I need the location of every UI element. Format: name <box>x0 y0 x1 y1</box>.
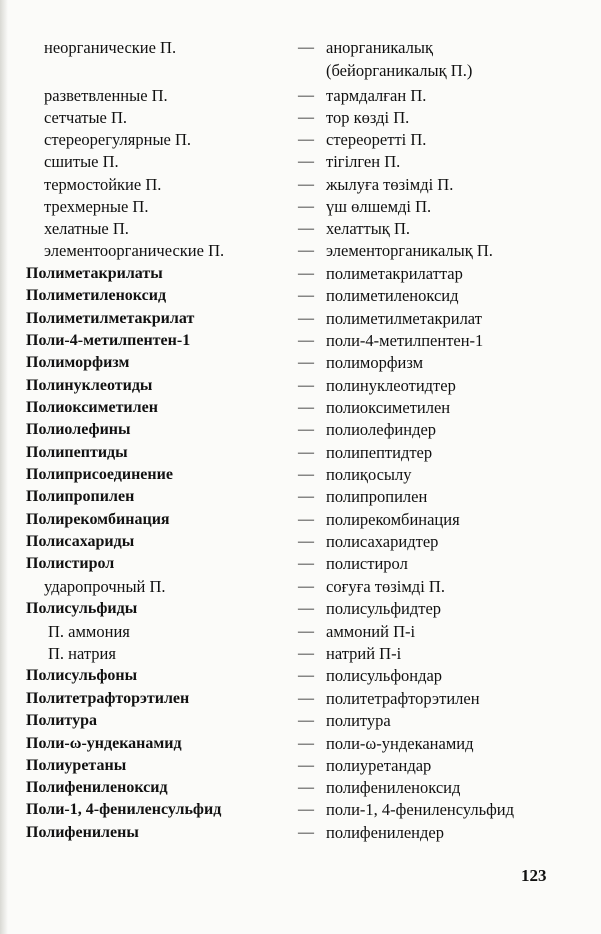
entry <box>0 352 601 374</box>
entry-translation: полипропилен <box>326 487 428 506</box>
entry-translation: (бейорганикалық П.) <box>326 61 473 80</box>
entry-translation: хелаттық П. <box>326 219 410 238</box>
entry-term: ударопрочный П. <box>44 577 166 596</box>
entry-term: Политура <box>26 712 97 729</box>
entry-translation: полиметилметакрилат <box>326 309 482 328</box>
entry-term: Полиолефины <box>26 421 131 438</box>
entry-translation: тор көзді П. <box>326 108 410 127</box>
entry <box>0 240 601 262</box>
entry-dash: — <box>298 377 314 394</box>
entry-translation: полисульфидтер <box>326 599 442 618</box>
entry <box>0 107 601 129</box>
entry-term: Полипептиды <box>26 444 128 461</box>
entry-dash: — <box>298 242 314 259</box>
entry-translation: полифениленоксид <box>326 778 461 797</box>
entry <box>0 576 601 598</box>
entry <box>0 464 601 486</box>
entry-dash: — <box>298 623 314 640</box>
entry-translation: политетрафторэтилен <box>326 689 480 708</box>
entry-term: Политетрафторэтилен <box>26 690 190 707</box>
entry-translation: политура <box>326 711 391 730</box>
entry-term: сетчатые П. <box>44 108 128 127</box>
entry <box>0 755 601 777</box>
entry-dash: — <box>298 265 314 282</box>
entry-translation: тігілген П. <box>326 152 401 171</box>
entry-term: неорганические П. <box>44 38 177 57</box>
entry <box>0 308 601 330</box>
entry <box>0 85 601 107</box>
entry-translation: тармдалған П. <box>326 86 427 105</box>
entry-dash: — <box>298 354 314 371</box>
entry-translation: полиметиленоксид <box>326 286 459 305</box>
entry <box>0 419 601 441</box>
entry-term: Полистирол <box>26 555 115 572</box>
entry <box>0 285 601 307</box>
entry-translation: стереоретті П. <box>326 130 427 149</box>
entry-dash: — <box>298 198 314 215</box>
entry <box>0 330 601 352</box>
entry-dash: — <box>298 176 314 193</box>
entry <box>0 777 601 799</box>
entry-dash: — <box>298 801 314 818</box>
entry-term: стереорегулярные П. <box>44 130 192 149</box>
entry-term: элементоорганические П. <box>44 241 225 260</box>
entry-term: Полисульфиды <box>26 600 138 617</box>
entry-term: Полифениленоксид <box>26 779 168 796</box>
entry-translation: натрий П-і <box>326 644 402 663</box>
entry-term: Поли-4-метилпентен-1 <box>26 332 191 349</box>
entry-term: Полиметакрилаты <box>26 265 163 282</box>
entry-dash: — <box>298 131 314 148</box>
entry-term: Поли-1, 4-фениленсульфид <box>26 801 222 818</box>
entry-dash: — <box>298 667 314 684</box>
entry-dash: — <box>298 310 314 327</box>
entry-term: термостойкие П. <box>44 175 162 194</box>
entry-translation: полиметакрилаттар <box>326 264 463 283</box>
entry-dash: — <box>298 578 314 595</box>
entry-term: Поли-ω-ундеканамид <box>26 735 182 752</box>
entry-term: Полифенилены <box>26 824 139 841</box>
entry-translation: полиуретандар <box>326 756 432 775</box>
entry-term: разветвленные П. <box>44 86 168 105</box>
entry <box>0 531 601 553</box>
entry-term: хелатные П. <box>44 219 129 238</box>
entry-dash: — <box>298 153 314 170</box>
entry <box>0 688 601 710</box>
entry <box>0 553 601 575</box>
entry-term: П. аммония <box>48 622 130 641</box>
entry-translation: полинуклеотидтер <box>326 376 456 395</box>
entry-term: Полинуклеотиды <box>26 377 153 394</box>
entry-term: Полипропилен <box>26 488 135 505</box>
entry-term: Полиметиленоксид <box>26 287 167 304</box>
entry <box>0 218 601 240</box>
entry-translation: элементорганикалық П. <box>326 241 493 260</box>
entry <box>0 397 601 419</box>
entry <box>0 822 601 844</box>
entry <box>0 665 601 687</box>
entry-term: Полиметилметакрилат <box>26 310 195 327</box>
entry-dash: — <box>298 87 314 104</box>
entry-dash: — <box>298 757 314 774</box>
entry-term: Полиприсоединение <box>26 466 173 483</box>
entry-dash: — <box>298 332 314 349</box>
entry-translation: полиқосылу <box>326 465 412 484</box>
entry-term: Полиуретаны <box>26 757 127 774</box>
entry-translation: полиморфизм <box>326 353 424 372</box>
entry-translation: полисахаридтер <box>326 532 439 551</box>
entry-dash: — <box>298 555 314 572</box>
entry-translation: полистирол <box>326 554 408 573</box>
entry-dash: — <box>298 488 314 505</box>
entry-translation: полирекомбинация <box>326 510 460 529</box>
entry-term: трехмерные П. <box>44 197 149 216</box>
entry <box>0 375 601 397</box>
entry-dash: — <box>298 399 314 416</box>
entry-dash: — <box>298 220 314 237</box>
entry-translation: аммоний П-і <box>326 622 416 641</box>
entry-term: Полисахариды <box>26 533 135 550</box>
entry-dash: — <box>298 444 314 461</box>
entry-translation: соғуға төзімді П. <box>326 577 445 596</box>
entry-term: Полиоксиметилен <box>26 399 158 416</box>
entry-translation: полисульфондар <box>326 666 443 685</box>
entry <box>0 174 601 196</box>
entry-dash: — <box>298 735 314 752</box>
entry <box>0 129 601 151</box>
entry <box>0 442 601 464</box>
entry-dash: — <box>298 600 314 617</box>
entry <box>0 509 601 531</box>
entry-term: сшитые П. <box>44 152 119 171</box>
entry-dash: — <box>298 645 314 662</box>
entry-translation: үш өлшемді П. <box>326 197 432 216</box>
entry-term: П. натрия <box>48 644 116 663</box>
entry <box>0 799 601 821</box>
page-number: 123 <box>521 866 547 885</box>
entry-dash: — <box>298 421 314 438</box>
entry-dash: — <box>298 779 314 796</box>
entry-dash: — <box>298 690 314 707</box>
entry <box>0 196 601 218</box>
entry-dash: — <box>298 712 314 729</box>
entry-dash: — <box>298 533 314 550</box>
entry-dash: — <box>298 824 314 841</box>
entry-dash: — <box>298 511 314 528</box>
entry-translation: анорганикалық <box>326 38 433 57</box>
entry-term: Полисульфоны <box>26 667 138 684</box>
entry <box>0 733 601 755</box>
entry <box>0 263 601 285</box>
entry-term: Полирекомбинация <box>26 511 170 528</box>
entry-translation: поли-ω-ундеканамид <box>326 734 474 753</box>
entry-translation: полифенилендер <box>326 823 444 842</box>
entry-translation: полипептидтер <box>326 443 433 462</box>
entry-dash: — <box>298 39 314 56</box>
entry <box>0 486 601 508</box>
entry <box>0 710 601 732</box>
entry <box>0 151 601 173</box>
entry <box>0 60 601 82</box>
entry <box>0 37 601 59</box>
entry-term: Полиморфизм <box>26 354 130 371</box>
entry-dash: — <box>298 109 314 126</box>
entry <box>0 621 601 643</box>
entry-dash: — <box>298 466 314 483</box>
entry-translation: полиолефиндер <box>326 420 437 439</box>
entry-dash: — <box>298 287 314 304</box>
entry-translation: поли-4-метилпентен-1 <box>326 331 484 350</box>
entry <box>0 598 601 620</box>
entry <box>0 643 601 665</box>
entry-translation: полиоксиметилен <box>326 398 451 417</box>
entry-translation: жылуға төзімді П. <box>326 175 454 194</box>
entry-translation: поли-1, 4-фениленсульфид <box>326 800 515 819</box>
